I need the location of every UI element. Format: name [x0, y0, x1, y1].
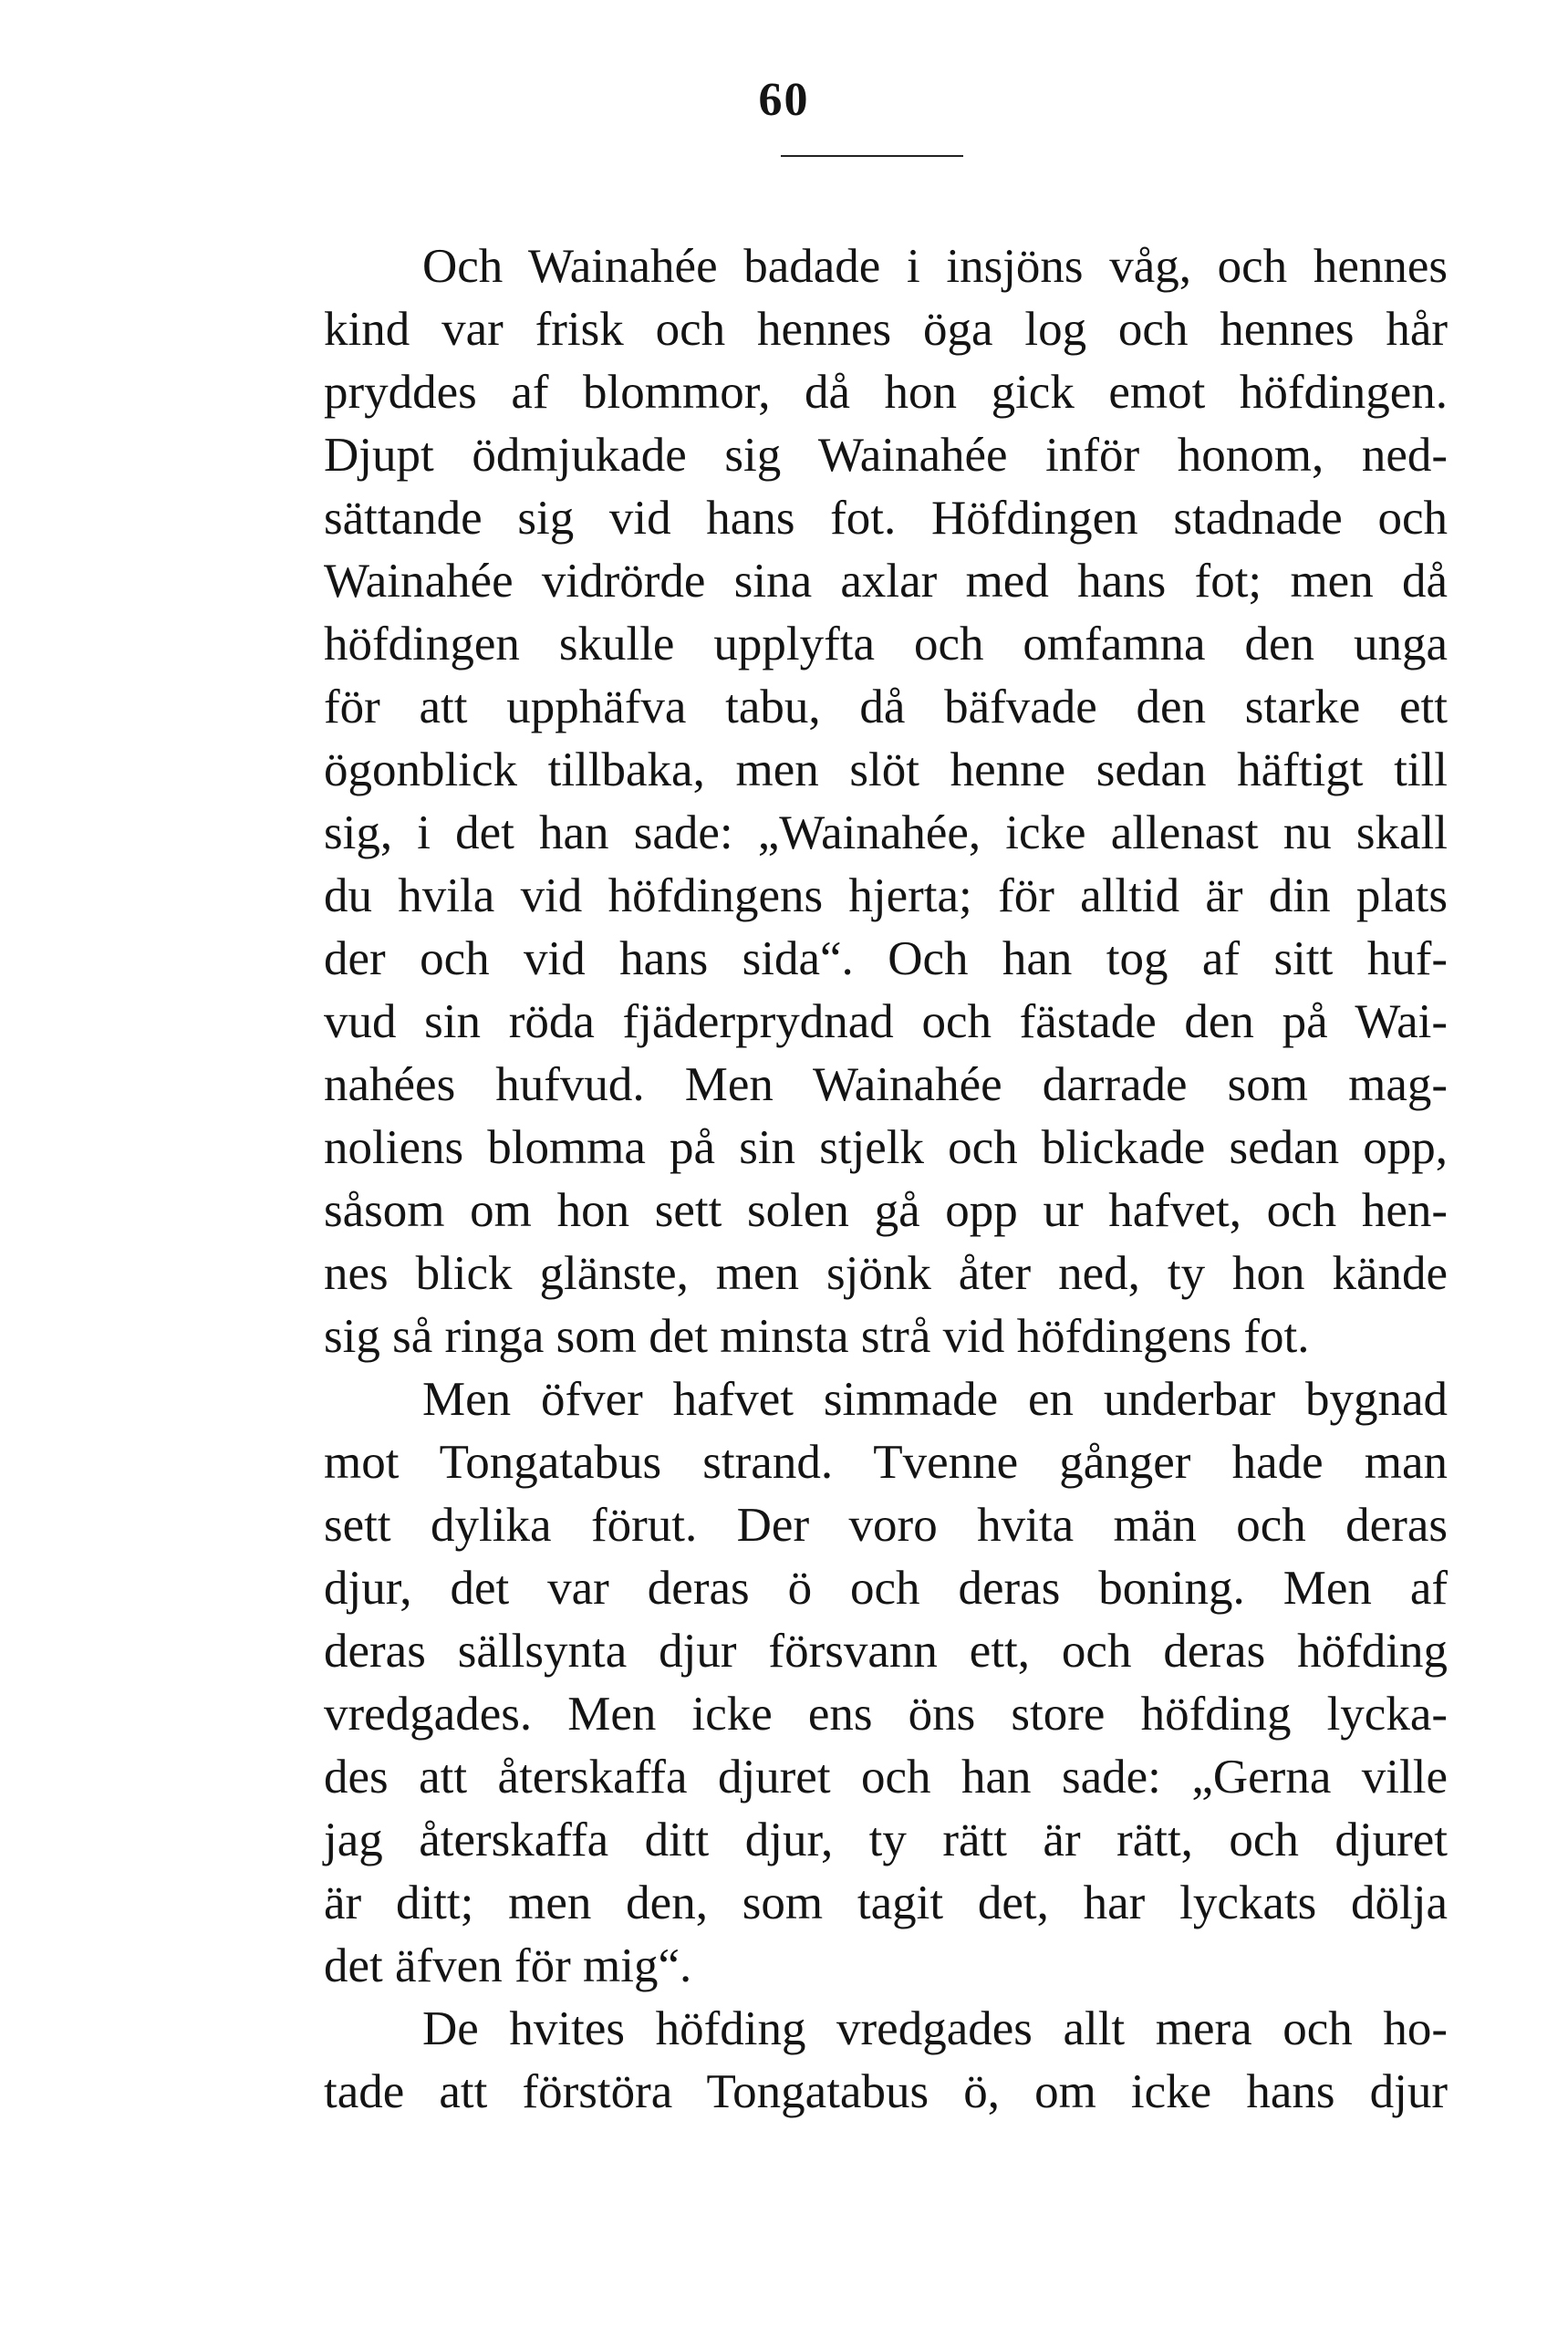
text-line: Djupt ödmjukade sig Wainahée inför honom, ned-: [324, 429, 1448, 482]
text-line: nes blick glänste, men sjönk åter ned, ty hon kände: [324, 1247, 1448, 1300]
text-line: är ditt; men den, som tagit det, har lyckats dölja: [324, 1876, 1448, 1929]
text-line: der och vid hans sida“. Och han tog af sitt huf-: [324, 932, 1448, 985]
text-line: såsom om hon sett solen gå opp ur hafvet, och hen-: [324, 1184, 1448, 1237]
text-line: för att upphäfva tabu, då bäfvade den starke ett: [324, 681, 1448, 733]
text-line: noliens blomma på sin stjelk och blickade sedan opp,: [324, 1121, 1448, 1174]
text-line: jag återskaffa ditt djur, ty rätt är rätt, och djuret: [324, 1814, 1448, 1866]
header-rule: [781, 155, 963, 157]
text-line: Och Wainahée badade i insjöns våg, och hennes: [422, 240, 1448, 293]
text-line: pryddes af blommor, då hon gick emot höfdingen.: [324, 366, 1448, 419]
text-line: djur, det var deras ö och deras boning. Men af: [324, 1562, 1448, 1615]
text-line: det äfven för mig“.: [324, 1939, 692, 1992]
text-line: sett dylika förut. Der voro hvita män och deras: [324, 1499, 1448, 1552]
text-line: sig så ringa som det minsta strå vid höfdingens fot.: [324, 1310, 1310, 1363]
text-line: tade att förstöra Tongatabus ö, om icke hans djur: [324, 2065, 1448, 2118]
text-line: vredgades. Men icke ens öns store höfding lycka-: [324, 1688, 1448, 1741]
body-text: [324, 235, 1448, 2124]
text-line: ögonblick tillbaka, men slöt henne sedan häftigt till: [324, 743, 1448, 796]
text-line: höfdingen skulle upplyfta och omfamna den unga: [324, 618, 1448, 671]
text-line: deras sällsynta djur försvann ett, och deras höfding: [324, 1625, 1448, 1678]
text-line: vud sin röda fjäderprydnad och fästade den på Wai-: [324, 995, 1448, 1048]
text-line: sättande sig vid hans fot. Höfdingen stadnade och: [324, 492, 1448, 545]
text-line: du hvila vid höfdingens hjerta; för alltid är din plats: [324, 869, 1448, 922]
text-line: nahées hufvud. Men Wainahée darrade som mag-: [324, 1058, 1448, 1111]
text-line: Wainahée vidrörde sina axlar med hans fot; men då: [324, 555, 1448, 608]
text-line: mot Tongatabus strand. Tvenne gånger hade man: [324, 1436, 1448, 1489]
text-line: Men öfver hafvet simmade en underbar bygnad: [422, 1373, 1448, 1426]
page-number: 60: [758, 74, 810, 126]
text-line: sig, i det han sade: „Wainahée, icke allenast nu skall: [324, 806, 1448, 859]
text-line: des att återskaffa djuret och han sade: „Gerna ville: [324, 1751, 1448, 1804]
text-line: kind var frisk och hennes öga log och hennes hår: [324, 303, 1448, 356]
text-line: De hvites höfding vredgades allt mera och ho-: [422, 2002, 1448, 2055]
